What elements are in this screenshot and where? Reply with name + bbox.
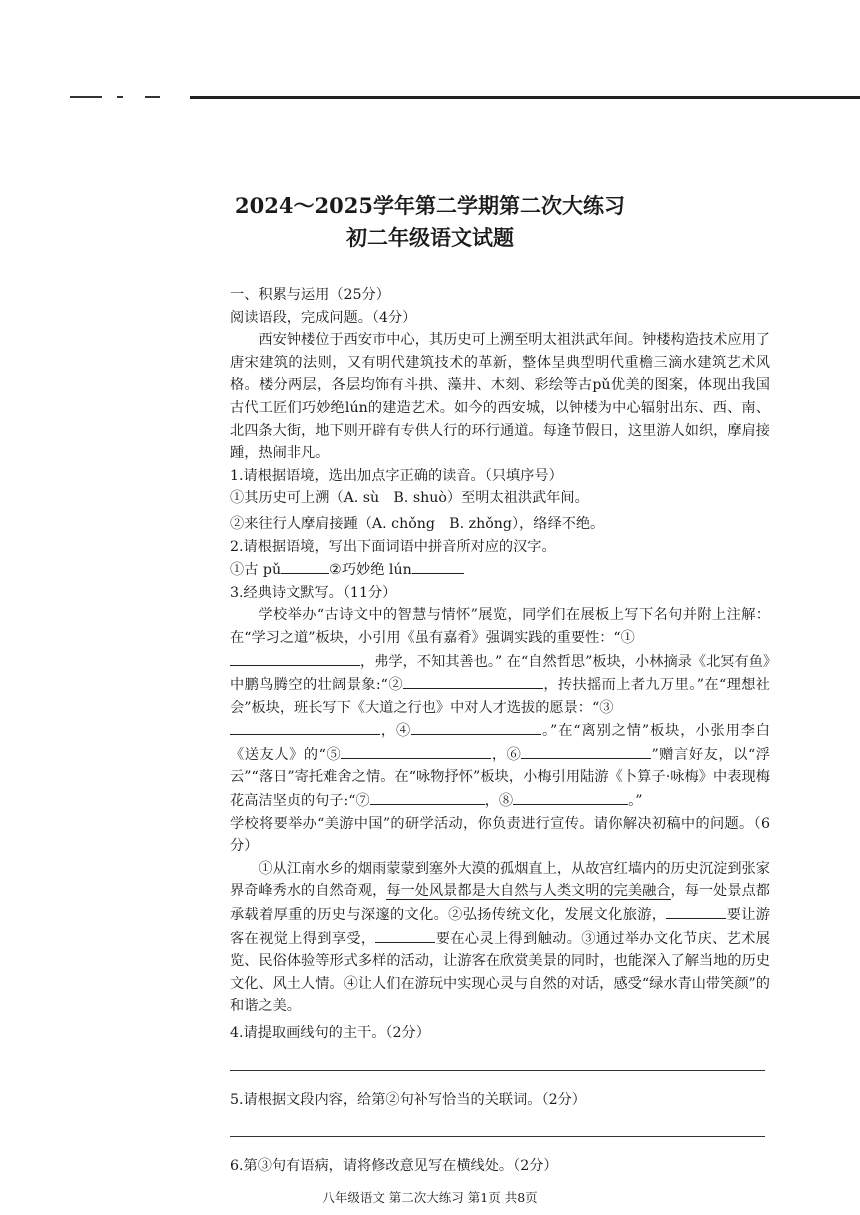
question-5: 5.请根据文段内容，给第②句补写恰当的关联词。（2分） [230,1091,586,1108]
promo-text: ，每一处景点都承载着厚重的历史与深邃的文化。②弘扬传统文化，发展文化旅游， [230,883,770,924]
reading-passage: 西安钟楼位于西安市中心，其历史可上溯至明太祖洪武年间。钟楼构造技术应用了唐宋建筑的法则，又有明代建筑技术的革新，整体呈典型明代重檐三滴水建筑艺术风格。楼分两层，各层均饰有斗拱、藻井、木刻、彩绘等古pǔ优美的图案，体现出我国古代工匠们巧妙绝lún的建造艺术。如今的西安城，以钟楼为中心辐射出东、西、南、北四条大街，地下则开辟有专供人行的环行通道。每逢节假日，这里游人如织，摩肩接踵，热闹非凡。 [230,332,770,462]
exam-body [230,284,770,1178]
answer-blank-4[interactable] [411,719,541,735]
answer-line[interactable] [230,1135,765,1137]
q3-text: ，弗学，不知其善也。” 在“自然哲思”板块，小林摘录《北冥有鱼》中鹏鸟腾空的壮阔景象:“② [230,653,770,694]
answer-line[interactable] [230,1069,765,1071]
answer-blank-8[interactable] [513,789,628,805]
q3-text: 学校举办“古诗文中的智慧与情怀”展览，同学们在展板上写下名句并附上注解：在“学习之道”板块，小引用《虽有嘉肴》强调实践的重要性：“① [230,607,770,646]
page-footer: 八年级语文 第二次大练习 第1页 共8页 [322,1190,538,1205]
answer-blank-6[interactable] [521,743,651,759]
question-2-items [230,558,770,582]
scan-mark [117,96,123,98]
question-2-item-a: ①古 pǔ [230,562,282,579]
reading-intro: 阅读语段，完成问题。（4分） [230,309,417,326]
exam-title: 2024～2025学年第二学期第二次大练习 [235,193,625,218]
answer-blank-7[interactable] [370,789,485,805]
promo-passage [230,858,770,1018]
connective-blank-1[interactable] [666,903,726,919]
exam-subtitle: 初二年级语文试题 [346,225,514,250]
q3-text: 。” [628,793,643,810]
scan-mark [70,96,102,98]
question-1-item-2: ②来往行人摩肩接踵（A. chǒng B. zhǒng），络绎不绝。 [230,515,605,532]
promo-intro: 学校将要举办“美游中国”的研学活动，你负责进行宣传。请你解决初稿中的问题。（6分） [230,815,770,855]
answer-blank-5[interactable] [341,743,491,759]
promo-text: ①从江南水乡的烟雨蒙蒙到塞外大漠的孤烟直上，从故宫红墙内的历史沉淀到张家界奇峰秀水的自然奇观， [230,860,770,900]
promo-text: 要在心灵上得到触动。③通过举办文化节庆、艺术展览、民俗体验等形式多样的活动，让游客在欣赏美景的同时，也能深入了解当地的历史文化、风土人情。④让人们在游玩中实现心灵与自然的对话，感受“绿水青山带笑颜”的和谐之美。 [230,930,770,1015]
q3-text: ，⑧ [484,793,514,810]
q3-text: ，④ [380,723,412,740]
question-2: 2.请根据语境，写出下面词语中拼音所对应的汉字。 [230,538,556,555]
header-rule [190,96,860,99]
question-3-text [230,604,770,812]
q3-text: ，抟扶摇而上者九万里。”在“理想社会”板块，班长写下《大道之行也》中对人才选拔的愿景：“③ [230,677,770,716]
promo-text: 要让游客在视觉上得到享受， [230,907,770,947]
answer-blank[interactable] [412,558,464,574]
answer-blank[interactable] [281,558,329,574]
question-4: 4.请提取画线句的主干。（2分） [230,1025,430,1041]
q3-text: ，⑥ [491,746,522,763]
q3-text: ”赠言好友，以“浮云”“落日”寄托难舍之情。在“咏物抒怀”板块，小梅引用陆游《卜算子·咏梅》中表现梅花高洁坚贞的句子:“⑦ [230,746,770,810]
q3-text: 。”在“离别之情”板块，小张用李白《送友人》的“⑤ [230,723,770,763]
answer-blank-1[interactable] [230,650,360,666]
question-1-item-1: ①其历史可上溯（A. sù B. shuò）至明太祖洪武年间。 [230,490,589,507]
answer-blank-2[interactable] [403,673,543,689]
scan-mark [145,96,160,98]
question-3: 3.经典诗文默写。（11分） [230,584,397,601]
connective-blank-2[interactable] [375,927,435,943]
question-2-item-b: ②巧妙绝 lún [329,562,412,579]
question-1: 1.请根据语境，选出加点字正确的读音。（只填序号） [230,467,563,484]
question-6: 6.第③句有语病，请将修改意见写在横线处。（2分） [230,1158,558,1175]
underlined-sentence: 每一处风景都是大自然与人类文明的完美融合 [386,883,671,900]
section-heading: 一、积累与运用（25分） [230,287,390,303]
answer-blank-3[interactable] [230,719,380,735]
